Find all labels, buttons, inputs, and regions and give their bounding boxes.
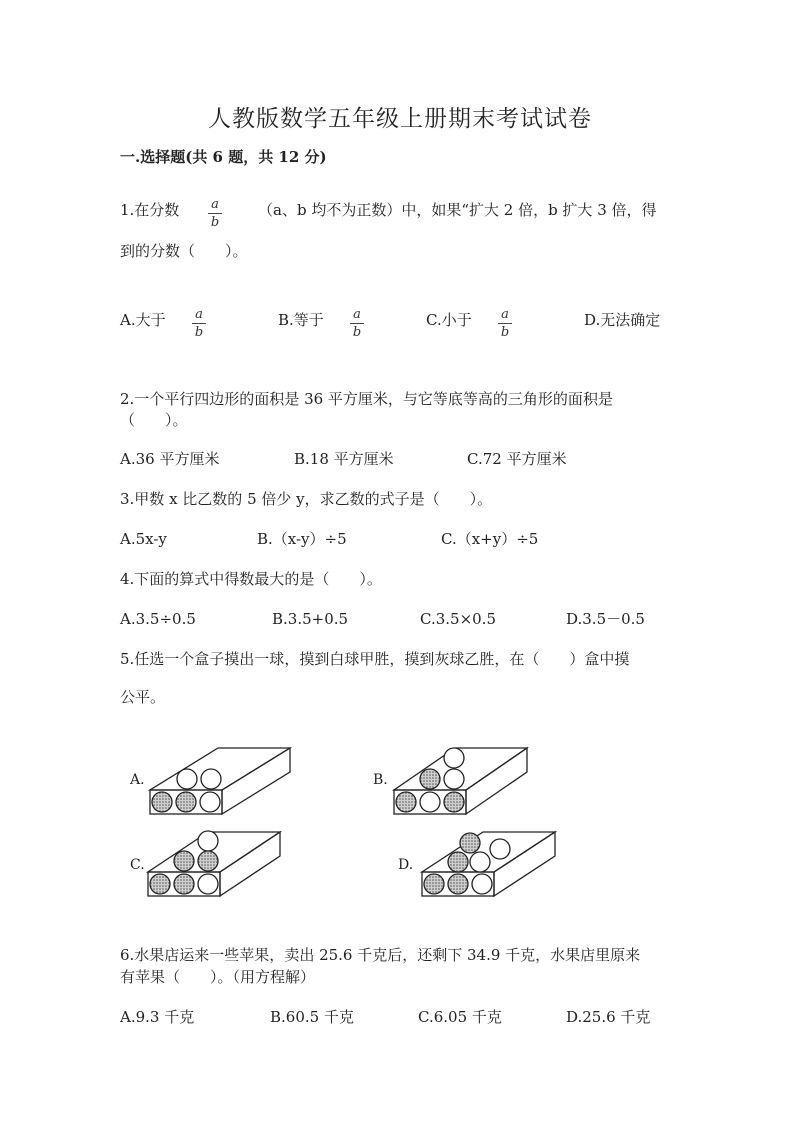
q4-option-b[interactable]: B.3.5+0.5 (272, 610, 349, 628)
white-ball (198, 831, 218, 851)
q2-line1: 2.一个平行四边形的面积是 36 平方厘米，与它等底等高的三角形的面积是 (120, 390, 613, 408)
box-label-a[interactable]: A. (130, 772, 145, 788)
q3-option-b[interactable]: B.（x-y）÷5 (257, 530, 347, 548)
q1-line2: 到的分数（ ）。 (120, 242, 248, 260)
box-d[interactable] (422, 832, 555, 896)
white-ball (472, 874, 492, 894)
section-heading: 一.选择题(共 6 题，共 12 分) (120, 148, 327, 166)
q4-option-a[interactable]: A.3.5÷0.5 (120, 610, 196, 628)
option-a-fraction: a b (191, 308, 207, 339)
q1-option-a[interactable]: A.大于 (120, 311, 166, 329)
q3-option-c[interactable]: C.（x+y）÷5 (441, 530, 539, 548)
gray-ball (150, 874, 170, 894)
q5-line2: 公平。 (120, 688, 166, 706)
q6-option-c[interactable]: C.6.05 千克 (418, 1008, 502, 1026)
box-a[interactable] (150, 748, 290, 814)
q1-suffix: （a、b 均不为正数）中，如果“扩大 2 倍，b 扩大 3 倍，得 (258, 201, 657, 219)
q2-option-b[interactable]: B.18 平方厘米 (294, 450, 394, 468)
option-b-fraction: a b (349, 308, 365, 339)
gray-ball (176, 792, 196, 812)
q2-option-a[interactable]: A.36 平方厘米 (120, 450, 220, 468)
q6-line1: 6.水果店运来一些苹果，卖出 25.6 千克后，还剩下 34.9 千克，水果店里原来 (120, 946, 641, 964)
box-label-d[interactable]: D. (398, 857, 414, 873)
gray-ball (198, 851, 218, 871)
box-label-b[interactable]: B. (373, 772, 388, 788)
box-c[interactable] (148, 831, 280, 896)
gray-ball (420, 769, 440, 789)
box-b[interactable] (394, 748, 527, 814)
white-ball (198, 874, 218, 894)
gray-ball (174, 874, 194, 894)
q4-option-d[interactable]: D.3.5－0.5 (566, 610, 645, 628)
q1-option-c[interactable]: C.小于 (426, 311, 472, 329)
q1-option-b[interactable]: B.等于 (278, 311, 324, 329)
white-ball (420, 792, 440, 812)
white-ball (470, 852, 490, 872)
q6-line2: 有苹果（ ）。（用方程解） (120, 968, 316, 986)
q4-line1: 4.下面的算式中得数最大的是（ ）。 (120, 570, 382, 588)
white-ball (201, 769, 221, 789)
q3-option-a[interactable]: A.5x-y (120, 530, 167, 548)
gray-ball (444, 792, 464, 812)
fraction-denominator: b (210, 215, 220, 230)
white-ball (444, 769, 464, 789)
white-ball (200, 792, 220, 812)
gray-ball (174, 851, 194, 871)
gray-ball (460, 833, 480, 853)
q2-option-c[interactable]: C.72 平方厘米 (467, 450, 567, 468)
box-label-c[interactable]: C. (130, 857, 145, 873)
fraction-numerator: a (211, 197, 219, 212)
option-c-fraction: a b (497, 308, 513, 339)
q2-line2: （ ）。 (120, 411, 188, 429)
white-ball (177, 769, 197, 789)
gray-ball (152, 792, 172, 812)
gray-ball (448, 874, 468, 894)
q5-line1: 5.任选一个盒子摸出一球，摸到白球甲胜，摸到灰球乙胜，在（ ）盒中摸 (120, 650, 630, 668)
q3-line1: 3.甲数 x 比乙数的 5 倍少 y，求乙数的式子是（ ）。 (120, 490, 493, 508)
white-ball (490, 839, 510, 859)
q1-option-d[interactable]: D.无法确定 (584, 311, 661, 329)
q6-option-b[interactable]: B.60.5 千克 (270, 1008, 354, 1026)
white-ball (444, 748, 464, 768)
gray-ball (424, 874, 444, 894)
gray-ball (448, 852, 468, 872)
q1-prefix: 1.在分数 (120, 201, 180, 219)
q4-option-c[interactable]: C.3.5×0.5 (420, 610, 496, 628)
q6-option-a[interactable]: A.9.3 千克 (120, 1008, 195, 1026)
page-title: 人教版数学五年级上册期末考试试卷 (208, 106, 592, 132)
gray-ball (396, 792, 416, 812)
q6-option-d[interactable]: D.25.6 千克 (566, 1008, 651, 1026)
